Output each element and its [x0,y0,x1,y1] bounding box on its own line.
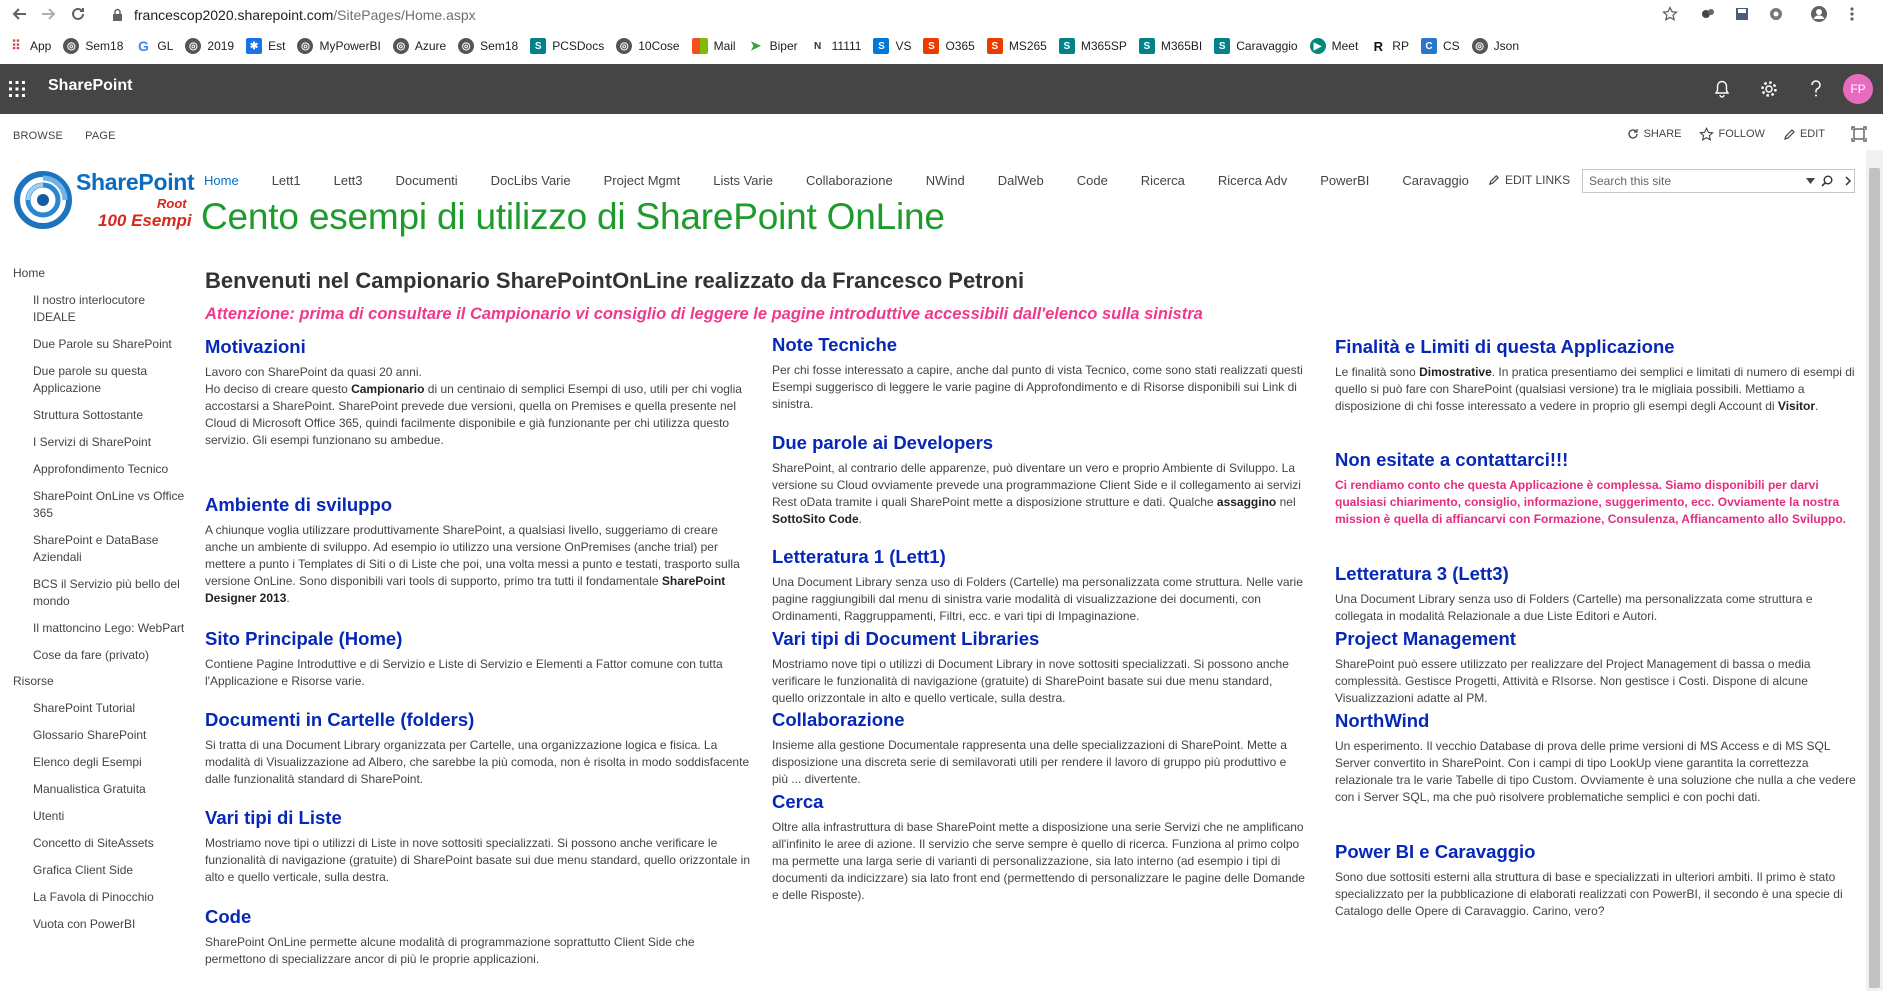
topnav-item-home[interactable]: Home [204,173,239,188]
top-navigation [204,173,1502,188]
search-input[interactable]: Search this site [1582,169,1846,193]
bookmark-item[interactable] [987,38,1047,54]
section-text: A chiunque voglia utilizzare produttivamente SharePoint, a qualsiasi livello, suggeriamo di creare anche un ambiente di sviluppo. Ad esempio io utilizzo una versione OnPremises (anche trial) per mettere a punto i Templates di Siti o di Liste che poi, una volta messi a punto e testati, trasporto sulla versione OnLine. Sono disponibili vari tools di supporto, primo tra tutti il fondamentale SharePoint Designer 2013. [205,523,740,605]
section-note-tecniche [772,333,1305,413]
bookmark-label: M365BI [1160,39,1203,53]
topnav-item-powerbi[interactable]: PowerBI [1320,173,1370,188]
leftnav-item[interactable]: Elenco degli Esempi [33,755,142,769]
r-icon: R [1373,38,1383,54]
bookmark-item[interactable] [135,38,173,54]
leftnav-item[interactable]: SharePoint OnLine vs Office 365 [33,489,185,520]
globe-icon: ◎ [63,38,79,54]
bookmark-label: Sem18 [480,39,519,53]
section-title: Collaborazione [772,709,905,730]
leftnav-item[interactable]: BCS il Servizio più bello del mondo [33,577,180,608]
suite-title[interactable]: SharePoint [48,77,133,94]
office-icon: S [987,38,1003,54]
topnav-item-collaborazione[interactable]: Collaborazione [805,173,893,188]
google-icon: G [137,38,149,54]
bookmark-item[interactable] [873,38,911,54]
bookmark-label: Json [1493,39,1519,53]
bookmark-item[interactable] [616,38,679,54]
bookmark-label: Sem18 [85,39,124,53]
section-text: Per chi fosse interessato a capire, anche dal punto di vista Tecnico, come sono stati realizzati questi Esempi suggerisco di leggere le varie pagine di Approfondimento e di Risorse disponibili sui Link di sinistra. [772,363,1303,411]
section-text: SharePoint può essere utilizzato per realizzare del Project Management di bassa o media complessità. Gestisce Progetti, Attività e RIsorse. Non gestisce i Costi. Dispone di alcune Visualizzazioni adatte al PM. [1335,657,1811,705]
section-title: NorthWind [1335,710,1430,731]
leftnav-item[interactable]: Due Parole su SharePoint [33,337,172,351]
bookmark-item[interactable] [63,38,123,54]
section-text: Mostriamo nove tipi o utilizzi di Liste in nove sottositi specializzati. Si possono anche verificare le funzionalità di navigazione (gratuite) di SharePoint basate sui due menu standard, quello orizzontale in alto e quello verticale, sulla destra. [205,836,751,884]
focus-mode-icon[interactable] [1851,126,1871,142]
section-text: Contiene Pagine Introduttive e di Servizio e Liste di Servizio e Elementi a Fattor comune con tutta l'Applicazione e Risorse varie. [205,657,723,688]
devops-icon: S [873,38,889,54]
bookmark-label: Caravaggio [1236,39,1298,53]
section-motivazioni [205,335,750,449]
globe-icon: ◎ [1472,38,1488,54]
office-icon: S [923,38,939,54]
apps-grid-icon: ⠿ [11,38,21,53]
bookmark-label: RP [1392,39,1409,53]
section-sito-principale [205,627,750,690]
bookmarks-bar [0,32,1883,60]
bookmark-item[interactable] [1421,38,1460,54]
bookmark-item[interactable] [297,38,380,54]
section-title: Note Tecniche [772,334,898,355]
topnav-item-lists-varie[interactable]: Lists Varie [713,173,773,188]
section-finalita [1335,335,1862,415]
logo-subtitle: 100 Esempi [98,211,192,230]
section-title: Project Management [1335,628,1516,649]
meet-icon: ▶ [1310,38,1326,54]
bookmark-label: Biper [769,39,798,53]
bookmark-item[interactable] [458,38,518,54]
bookmark-label: Mail [713,39,736,53]
topnav-item-doclibs-varie[interactable]: DocLibs Varie [490,173,571,188]
bookmark-label: PCSDocs [552,39,605,53]
section-title: Motivazioni [205,336,306,357]
n-icon: N [814,40,822,52]
extension-icon[interactable] [1700,4,1716,24]
left-navigation [13,266,188,943]
section-northwind [1335,709,1862,806]
follow-button[interactable]: FOLLOW [1699,127,1764,142]
section-letteratura-3 [1335,562,1862,625]
ribbon-tab-browse[interactable]: BROWSE [13,130,64,142]
topnav-item-ricerca[interactable]: Ricerca [1140,173,1185,188]
leftnav-item[interactable]: Concetto di SiteAssets [33,836,154,850]
bookmark-label: M365SP [1080,39,1127,53]
section-letteratura-1 [772,545,1305,625]
search-scope-chevron-icon[interactable] [1843,169,1855,193]
notifications-bell-icon[interactable] [1698,64,1745,114]
section-text: Mostriamo nove tipi o utilizzi di Document Library in nove sottositi specializzati. Si possono anche verificare le funzionalità di navigazione (gratuite) di SharePoint basate sui due menu standard, quello orizzontale in alto e quello verticale, sulla destra. [772,657,1289,705]
bookmark-label: VS [895,39,912,53]
lock-icon [112,8,123,22]
bookmark-label: App [30,39,52,53]
leftnav-item[interactable]: SharePoint Tutorial [33,701,136,715]
section-title: Ambiente di sviluppo [205,494,393,515]
section-text: Ci rendiamo conto che questa Applicazione è complessa. Siamo disponibili per darvi qualsiasi chiarimento, consiglio, informazione, suggerimento, ecc. Ovviamente la nostra mission è quella di affiancarvi con Formazione, Consulenza, Affiancamento allo Sviluppo. [1335,478,1846,526]
bookmark-label: Meet [1331,39,1359,53]
leftnav-item[interactable]: Cose da fare (privato) [33,648,150,662]
section-doclibs [772,627,1305,707]
sharepoint-swirl-icon [14,171,72,229]
sharepoint-icon: S [1059,38,1075,54]
section-text: Una Document Library senza uso di Folders (Cartelle) ma personalizzata come struttura. Nelle varie pagine raggiungibili dal menu di sinistra varie modalità di visualizzazione dei documenti, con Ordinamenti, Raggruppamenti, Filtri, ecc. e vari tipi di Impaginazione. [772,575,1303,623]
browser-menu-icon[interactable] [1850,4,1854,24]
topnav-item-lett3[interactable]: Lett3 [333,173,363,188]
globe-icon: ◎ [185,38,201,54]
search-icon[interactable] [1821,175,1833,187]
puzzle-icon: ✱ [246,38,262,54]
topnav-item-code[interactable]: Code [1076,173,1108,188]
app-launcher-icon[interactable] [8,80,26,98]
section-text: Un esperimento. Il vecchio Database di prova delle prime versioni di MS Access e di MS SQL Server convertito in SharePoint. Con i campi di tipo LookUp viene garantita la correttezza relazionale tra le varie Tabelle di tipo Custom. Ovviamente è una soluzione che nulla a che vedere con i Server SQL, ma che può risolvere problematiche semplici e con pochi dati. [1335,739,1856,804]
bookmark-item[interactable] [1370,38,1409,54]
save-extension-icon[interactable] [1734,4,1750,24]
globe-icon: ◎ [393,38,409,54]
leftnav-item[interactable]: Glossario SharePoint [33,728,147,742]
section-powerbi [1335,840,1862,920]
topnav-item-nwind[interactable]: NWind [925,173,965,188]
section-ambiente [205,493,750,607]
browser-address-bar [0,0,1883,28]
bookmark-label: GL [157,39,174,53]
section-title: Documenti in Cartelle (folders) [205,709,475,730]
leftnav-item[interactable]: Grafica Client Side [33,863,134,877]
section-code [205,905,750,968]
bookmark-item[interactable] [393,38,446,54]
logo-text: SharePoint [76,169,195,195]
bookmark-label: 11111 [831,39,862,53]
leftnav-item[interactable]: Vuota con PowerBI [33,917,136,931]
section-title: Due parole ai Developers [772,432,994,453]
section-cartelle [205,708,750,788]
leftnav-item[interactable]: La Favola di Pinocchio [33,890,154,904]
bookmark-item[interactable] [530,38,604,54]
leftnav-item[interactable]: Il mattoncino Lego: WebPart [33,621,185,635]
ribbon-bar [0,122,1883,150]
leftnav-item[interactable]: I Servizi di SharePoint [33,435,152,449]
bookmark-item[interactable] [1059,38,1127,54]
site-title[interactable]: Cento esempi di utilizzo di SharePoint OnLine [201,196,945,237]
forward-arrow-icon[interactable] [38,4,58,24]
topnav-item-ricerca-adv[interactable]: Ricerca Adv [1217,173,1288,188]
leftnav-item[interactable]: Approfondimento Tecnico [33,462,169,476]
settings-gear-icon[interactable] [1745,64,1792,114]
share-button[interactable]: SHARE [1626,127,1682,141]
topnav-item-dalweb[interactable]: DalWeb [997,173,1044,188]
section-title: Vari tipi di Document Libraries [772,628,1040,649]
section-title: Non esitate a contattarci!!! [1335,449,1569,470]
section-text: Sono due sottositi esterni alla struttura di base e specializzati in ulteriori ambiti. Il primo è stato specializzato per la pubblicazione di elaborati realizzati con PowerBI, il secondo è una specie di Catalogo delle Opere di Caravaggio. Carino, vero? [1335,870,1843,918]
bookmark-item[interactable] [692,38,736,54]
reload-icon[interactable] [68,4,88,24]
leftnav-risorse[interactable]: Risorse [13,674,54,688]
section-liste [205,806,750,886]
section-text: Una Document Library senza uso di Folders (Cartelle) ma personalizzata come struttura e collegata in modalità Relazionale a due Liste Editori e Autori. [1335,592,1813,623]
section-title: Power BI e Caravaggio [1335,841,1536,862]
bookmark-item[interactable] [1310,38,1359,54]
bookmark-label: CS [1442,39,1460,53]
topnav-item-caravaggio[interactable]: Caravaggio [1402,173,1469,188]
ribbon-tab-page[interactable]: PAGE [85,130,116,142]
section-collaborazione [772,708,1305,788]
section-text: Oltre alla infrastruttura di base SharePoint mette a disposizione una serie Servizi che ne amplificano all'infinito le aree di azione. Il servizio che serve sempre è quello di ricerca. Funziona al primo colpo ma permette una larga serie di varianti di personalizzazione, sia lato interno (ad esempio i tipi di documenti da indicizzare) sia lato front end (permettendo di personalizzare le pagine delle Domande e delle Risposte). [772,820,1305,902]
section-text: Si tratta di una Document Library organizzata per Cartelle, una organizzazione logica e fisica. La modalità di Visualizzazione ad Albero, che sarebbe la più comoda, non è risolta in modo soddisfacente dalle funzionalità standard di SharePoint. [205,738,750,786]
bookmark-item[interactable] [748,38,798,54]
bookmark-item[interactable] [1472,38,1519,54]
bookmark-star-icon[interactable] [1662,4,1678,24]
bookmark-label: Azure [414,39,447,53]
bookmark-label: 10Cose [638,39,680,53]
section-title: Code [205,906,252,927]
bookmark-item[interactable] [810,38,862,54]
bookmark-item[interactable] [8,38,51,54]
url-path: /SitePages/Home.aspx [333,7,476,23]
edit-button[interactable]: EDIT [1783,128,1825,141]
bookmark-label: 2019 [207,39,235,53]
section-project-management [1335,627,1862,707]
bookmark-label: Est [268,39,286,53]
sharepoint-icon: S [1139,38,1155,54]
bookmark-label: O365 [945,39,975,53]
flag-icon: ➤ [750,38,762,53]
url-host: francescop2020.sharepoint.com [134,7,334,23]
pencil-icon [1488,174,1500,186]
windows-icon [692,38,708,54]
topnav-item-lett1[interactable]: Lett1 [271,173,301,188]
pencil-icon [1783,128,1796,141]
section-text: SharePoint, al contrario delle apparenze, può diventare un vero e proprio Ambiente di Sviluppo. La versione su Cloud ovviamente prevede una programmazione Client Side e il collegamento ai servizi Rest oData tramite i quali SharePoint mette a disposizione strutture e dati. Qualche assaggino nel SottoSito Code. [772,461,1301,526]
leftnav-item[interactable]: Manualistica Gratuita [33,782,146,796]
bookmark-item[interactable] [1214,38,1297,54]
topnav-item-project-mgmt[interactable]: Project Mgmt [603,173,681,188]
section-text: SharePoint OnLine permette alcune modalità di programmazione soprattutto Client Side che permettono di specializzare ancor di più le proprie applicazioni. [205,935,695,966]
section-title: Sito Principale (Home) [205,628,403,649]
chevron-down-icon[interactable] [1806,178,1815,184]
logo-root: Root [157,196,187,211]
cs-icon: C [1421,38,1437,54]
main-content [205,268,1865,966]
section-title: Cerca [772,791,824,812]
section-title: Letteratura 3 (Lett3) [1335,563,1509,584]
leftnav-item[interactable]: SharePoint e DataBase Aziendali [33,533,159,564]
suite-bar [0,64,1883,114]
back-arrow-icon[interactable] [10,4,30,24]
section-title: Vari tipi di Liste [205,807,342,828]
section-cerca [772,790,1305,904]
leftnav-item[interactable]: Utenti [33,809,65,823]
edit-links-button[interactable]: EDIT LINKS [1488,173,1570,187]
welcome-heading: Benvenuti nel Campionario SharePointOnLine realizzato da Francesco Petroni [205,268,1025,293]
leftnav-item[interactable]: Il nostro interlocutore IDEALE [33,293,146,324]
share-icon [1626,127,1640,141]
section-contatti [1335,448,1862,528]
warning-text: Attenzione: prima di consultare il Campionario vi consiglio di leggere le pagine introduttive accessibili dall'elenco sulla sinistra [205,305,1203,323]
help-question-icon[interactable] [1792,64,1839,114]
section-text: Le finalità sono Dimostrative. In pratica presentiamo dei semplici e limitati di numero di esempi di quello si può fare con SharePoint (qualsiasi versione) tra le migliaia possibili. Mettiamo a disposizione di chi fosse interessato a vedere in proprio gli esempi degli Account di Visitor. [1335,365,1855,413]
sharepoint-icon: S [1214,38,1230,54]
settings-extension-icon[interactable] [1768,4,1784,24]
globe-icon: ◎ [458,38,474,54]
user-avatar[interactable]: FP [1843,74,1873,104]
leftnav-home[interactable]: Home [13,266,46,280]
section-developers [772,431,1305,528]
section-title: Finalità e Limiti di questa Applicazione [1335,336,1675,357]
bookmark-label: MS265 [1008,39,1047,53]
scrollbar-thumb[interactable] [1869,168,1880,988]
bookmark-item[interactable] [246,38,285,54]
section-text: Lavoro con SharePoint da quasi 20 anni. Ho deciso di creare questo Campionario di un centinaio di semplici Esempi di uso, utili per chi voglia accostarsi a SharePoint. SharePoint prevede due versioni, quella on Premises e quella presente nel Cloud di Microsoft Office 365, quindi facilmente disponibile e già funzionante per chi utilizza questo servizio. Gli esempi funzionano su ambedue. [205,365,742,447]
profile-icon[interactable] [1810,4,1828,24]
section-text: Insieme alla gestione Documentale rappresenta una delle specializzazioni di SharePoint. Mette a disposizione una discreta serie di semilavorati utili per rendere il lavoro di gruppo più produttivo e più ... divertente. [772,738,1287,786]
bookmark-item[interactable] [185,38,234,54]
bookmark-item[interactable] [923,38,974,54]
site-logo[interactable] [14,169,194,233]
globe-icon: ◎ [297,38,313,54]
leftnav-item[interactable]: Struttura Sottostante [33,408,144,422]
section-title: Letteratura 1 (Lett1) [772,546,946,567]
url-bar[interactable] [100,5,1670,25]
star-icon [1699,127,1714,142]
topnav-item-documenti[interactable]: Documenti [395,173,458,188]
leftnav-item[interactable]: Due parole su questa Applicazione [33,364,148,395]
sharepoint-icon: S [530,38,546,54]
globe-icon: ◎ [616,38,632,54]
bookmark-label: MyPowerBI [319,39,381,53]
bookmark-item[interactable] [1139,38,1202,54]
